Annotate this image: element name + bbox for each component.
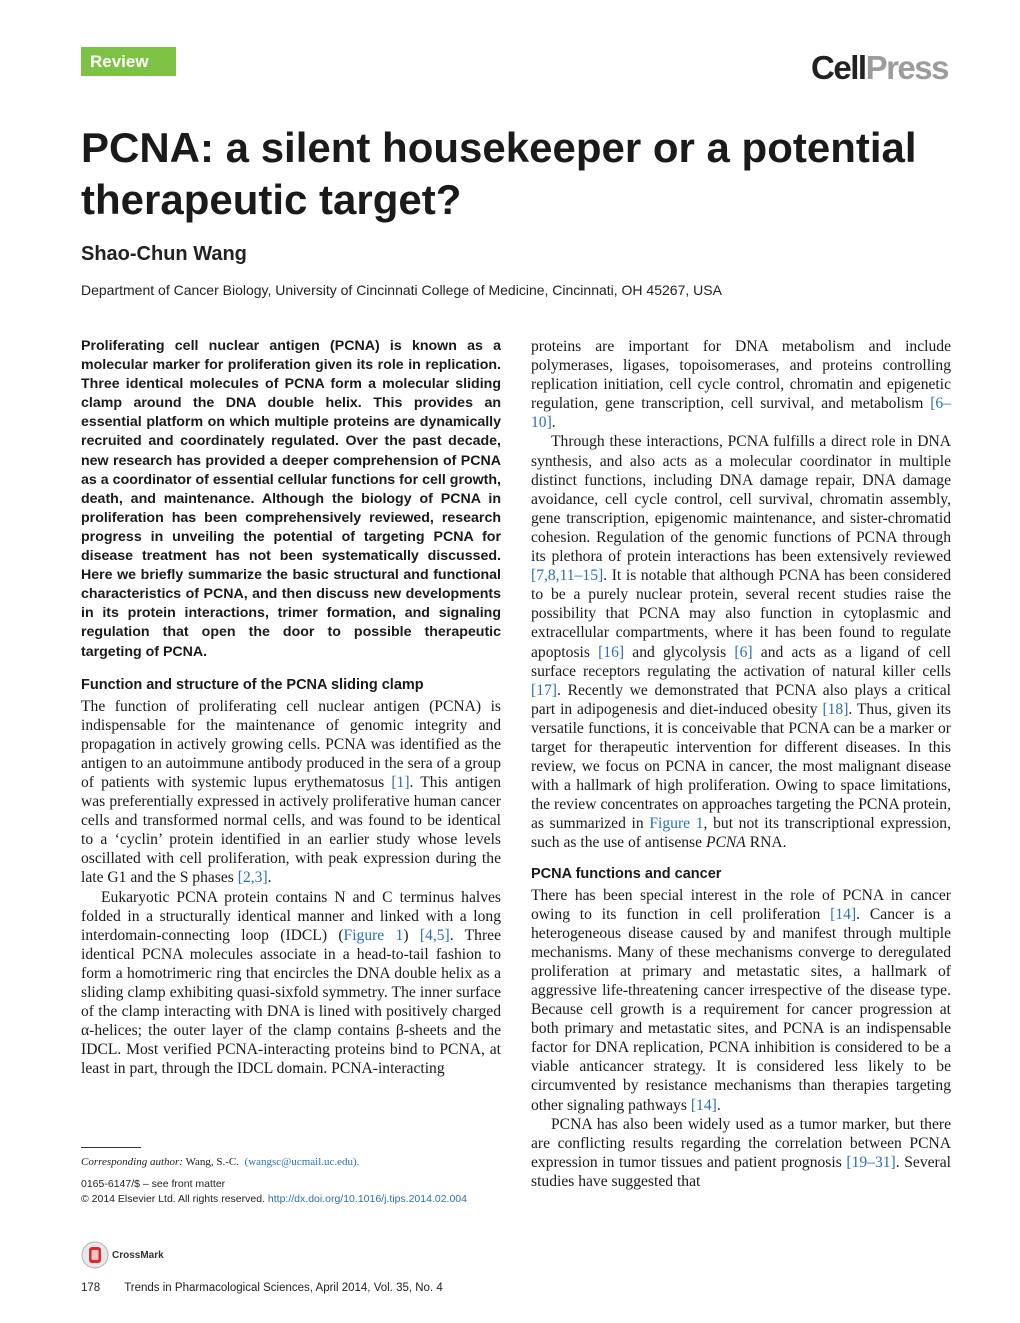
author-affiliation: Department of Cancer Biology, University of Cincinnati College of Medicine, Cincinnati, OH 45267, USA bbox=[81, 282, 722, 298]
logo-cell-text: Cell bbox=[811, 49, 866, 86]
abstract: Proliferating cell nuclear antigen (PCNA) is known as a molecular marker for proliferation given its role in replication. Three identical molecules of PCNA form a molecular sliding clamp around the DNA double helix. This provides an essential platform on which multiple proteins are dynamically recruited and coordinately regulated. Over the past decade, new research has provided a deeper comprehension of PCNA as a coordinator of essential cellular functions for cell growth, death, and maintenance. Although the biology of PCNA in proliferation has been comprehensively reviewed, research progress in unveiling the potential of targeting PCNA for disease treatment has not been systematically discussed. Here we briefly summarize the basic structural and functional characteristics of PCNA, and then discuss new developments in its protein interactions, trimer formation, and signaling regulation that open the door to possible therapeutic targeting of PCNA. bbox=[81, 338, 501, 660]
citation-link[interactable]: [7,8,11–15] bbox=[531, 567, 604, 585]
copyright-note: © 2014 Elsevier Ltd. All rights reserved. http://dx.doi.org/10.1016/j.tips.2014.02.004 bbox=[81, 1193, 467, 1205]
citation-link[interactable]: [2,3] bbox=[237, 869, 268, 887]
cellpress-logo bbox=[811, 50, 948, 86]
body-paragraph: Through these interactions, PCNA fulfills a direct role in DNA synthesis, and also acts as a molecular coordinator in multiple distinct functions, including DNA damage repair, DNA damage avoidance, cell cycle control, cell survival, chromatin assembly, gene transcription, epigenomic maintenance, and sister-chromatid cohesion. Regulation of the genomic functions of PCNA through its plethora of protein interactions has been extensively reviewed [7,8,11–15]. It is notable that although PCNA has been considered to be a purely nuclear protein, several recent studies raise the possibility that PCNA may also function in cytoplasmic and extracellular compartments, where it has been found to regulate apoptosis [16] and glycolysis [6] and acts as a ligand of cell surface receptors regulating the activation of natural killer cells [17]. Recently we demonstrated that PCNA also plays a critical part in adipogenesis and diet-induced obesity [18]. Thus, given its versatile functions, it is conceivable that PCNA can be a marker or target for therapeutic intervention for different diseases. In this review, we focus on PCNA in cancer, the most malignant disease with a hallmark of high proliferation. Owing to space limitations, the review concentrates on approaches targeting the PCNA protein, as summarized in Figure 1, but not its transcriptional expression, such as the use of antisense PCNA RNA. bbox=[531, 433, 951, 852]
crossmark-label: CrossMark bbox=[112, 1249, 164, 1261]
body-paragraph: proteins are important for DNA metabolism and include polymerases, ligases, topoisomerases, and proteins controlling replication initiation, cell cycle control, chromatin and epigenetic regulation, gene transcription, cell survival, and metabolism [6–10]. bbox=[531, 338, 951, 432]
figure-link[interactable]: Figure 1 bbox=[343, 926, 404, 944]
section-heading-function-structure: Function and structure of the PCNA sliding clamp bbox=[81, 676, 424, 693]
doi-link[interactable]: http://dx.doi.org/10.1016/j.tips.2014.02.004 bbox=[267, 1193, 467, 1205]
crossmark-badge[interactable] bbox=[81, 1241, 164, 1269]
body-paragraph: There has been special interest in the role of PCNA in cancer owing to its function in cell proliferation [14]. Cancer is a heterogeneous disease caused by and manifest through multiple mechanisms. Many of these mechanisms converge to deregulated proliferation at primary and metastatic sites, a hallmark of aggressive life-threatening cancer irrespective of the disease type. Because cell growth is a requirement for cancer progression at both primary and metastatic sites, and PCNA is an indispensable factor for DNA replication, PCNA inhibition is considered to be a viable anticancer strategy. It is considered less likely to be circumvented by resistance mechanisms than therapies targeting other signaling pathways [14]. bbox=[531, 886, 952, 1114]
citation-link[interactable]: [14] bbox=[830, 905, 857, 923]
page-footer bbox=[81, 1282, 443, 1294]
right-column bbox=[531, 337, 951, 1191]
logo-press-text: Press bbox=[865, 49, 948, 86]
crossmark-icon bbox=[81, 1241, 109, 1269]
citation-link[interactable]: [6] bbox=[734, 643, 753, 661]
journal-citation: Trends in Pharmacological Sciences, April 2014, Vol. 35, No. 4 bbox=[124, 1282, 443, 1294]
citation-link[interactable]: [19–31] bbox=[846, 1153, 896, 1171]
article-title: PCNA: a silent housekeeper or a potential therapeutic target? bbox=[81, 124, 917, 223]
review-tag: Review bbox=[81, 47, 176, 76]
citation-link[interactable]: [4,5] bbox=[419, 926, 450, 944]
page-number: 178 bbox=[81, 1282, 101, 1294]
citation-link[interactable]: [6–10] bbox=[531, 395, 951, 432]
issn-note: 0165-6147/$ – see front matter bbox=[81, 1178, 226, 1190]
citation-link[interactable]: [16] bbox=[598, 643, 625, 661]
body-paragraph: PCNA has also been widely used as a tumor marker, but there are conflicting results regarding the correlation between PCNA expression in tumor tissues and patient prognosis [19–31]. Several studies have suggested that bbox=[531, 1115, 951, 1190]
citation-link[interactable]: [14] bbox=[690, 1096, 717, 1114]
body-paragraph: The function of proliferating cell nuclear antigen (PCNA) is indispensable for the maintenance of genomic integrity and propagation in actively growing cells. PCNA was identified as the antigen to an autoimmune antibody produced in the sera of a group of patients with systemic lupus erythematosus [1]. This antigen was preferentially expressed in actively proliferative human cancer cells and transformed normal cells, and was found to be identical to a ‘cyclin’ protein identified in an earlier study whose levels oscillated with cell proliferation, with peak expression during the late G1 and the S phases [2,3]. bbox=[81, 697, 501, 887]
author-email-link[interactable]: (wangsc@ucmail.uc.edu). bbox=[244, 1156, 360, 1168]
body-paragraph: Eukaryotic PCNA protein contains N and C terminus halves folded in a structurally identical manner and linked with a long interdomain-connecting loop (IDCL) (Figure 1) [4,5]. Three identical PCNA molecules associate in a head-to-tail fashion to form a homotrimeric ring that encircles the DNA double helix as a sliding clamp exhibiting quasi-sixfold symmetry. The inner surface of the clamp interacting with DNA is lined with positively charged α-helices; the outer layer of the clamp contains β-sheets and the IDCL. Most verified PCNA-interacting proteins bind to PCNA, at least in part, through the IDCL domain. PCNA-interacting bbox=[81, 888, 501, 1078]
footnote-divider bbox=[81, 1147, 141, 1148]
citation-link[interactable]: [1] bbox=[391, 773, 410, 791]
section-heading-functions-cancer: PCNA functions and cancer bbox=[531, 865, 722, 882]
corresponding-author-note: Corresponding author: Wang, S.-C. (wangsc@ucmail.uc.edu). bbox=[81, 1156, 360, 1168]
author-name: Shao-Chun Wang bbox=[81, 243, 247, 265]
citation-link[interactable]: [18] bbox=[822, 700, 849, 718]
figure-link[interactable]: Figure 1 bbox=[649, 815, 704, 833]
citation-link[interactable]: [17] bbox=[531, 681, 557, 699]
left-column bbox=[81, 337, 501, 1078]
